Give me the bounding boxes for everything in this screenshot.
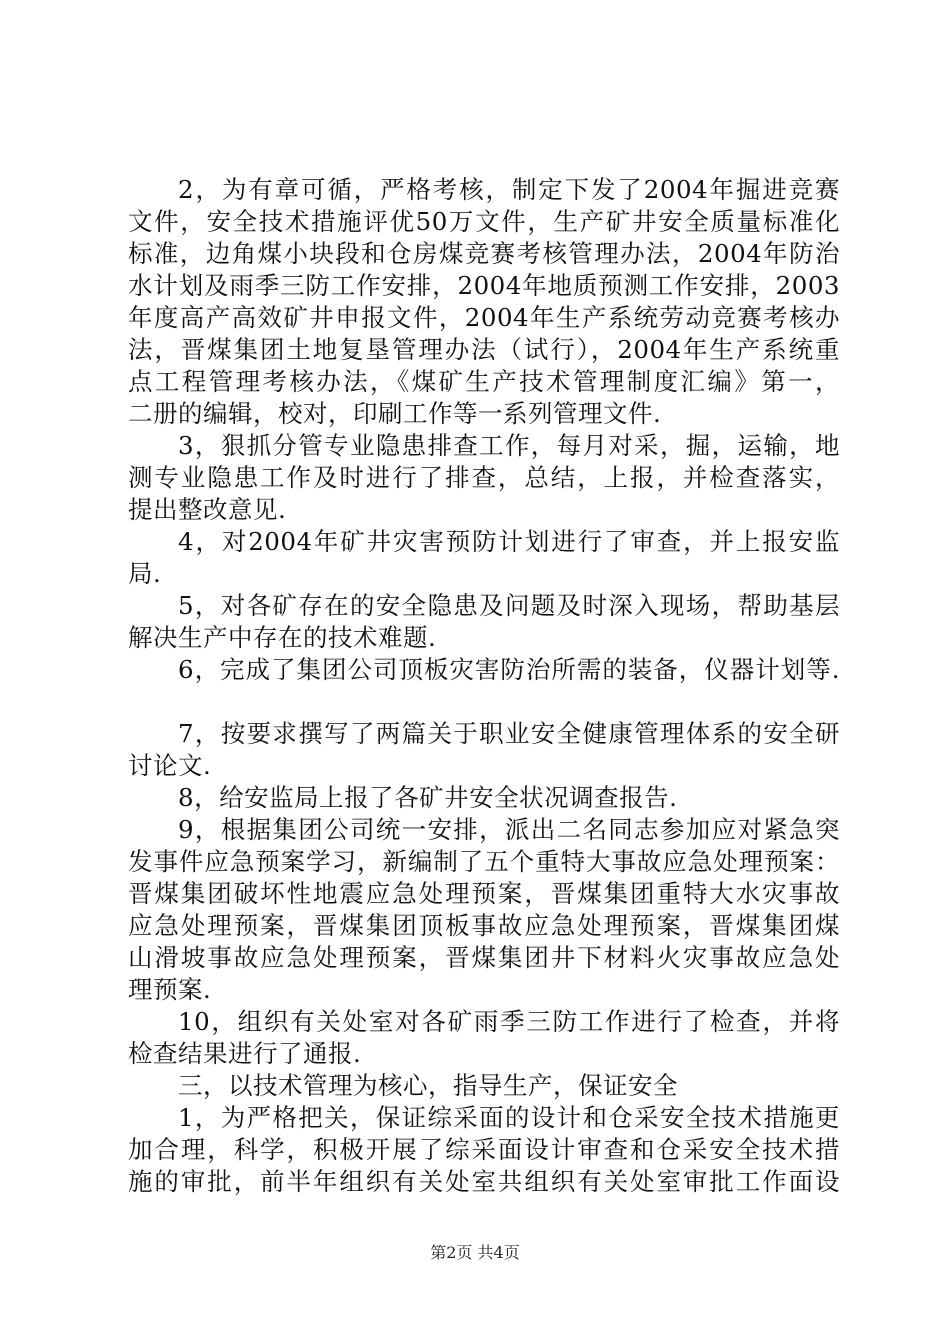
text-line: 标准，边角煤小块段和仓房煤竞赛考核管理办法，2004年防治 <box>128 239 840 268</box>
text-line: 4，对2004年矿井灾害预防计划进行了审查，并上报安监 <box>178 527 840 556</box>
page-number-label: 第2页 共4页 <box>430 1243 520 1262</box>
text-line: 晋煤集团破坏性地震应急处理预案，晋煤集团重特大水灾事故 <box>128 879 840 908</box>
text-line: 水计划及雨季三防工作安排，2004年地质预测工作安排，2003 <box>128 271 840 300</box>
paragraph-item-7 <box>128 718 840 782</box>
section-heading-text: 三，以技术管理为核心，指导生产，保证安全 <box>178 1071 678 1100</box>
paragraph-item-2 <box>128 174 840 430</box>
paragraph-item-10 <box>128 1006 840 1070</box>
text-line: 解决生产中存在的技术难题. <box>128 623 437 652</box>
text-line: 6，完成了集团公司顶板灾害防治所需的装备，仪器计划等. <box>178 655 840 684</box>
paragraph-item-5 <box>128 590 840 654</box>
text-line: 法，晋煤集团土地复垦管理办法（试行），2004年生产系统重 <box>128 335 840 364</box>
paragraph-item-4 <box>128 526 840 590</box>
text-line: 7，按要求撰写了两篇关于职业安全健康管理体系的安全研 <box>178 719 840 748</box>
text-line: 理预案. <box>128 975 212 1004</box>
paragraph-item-9 <box>128 814 840 1006</box>
text-line: 提出整改意见. <box>128 495 287 524</box>
section-heading <box>128 1070 840 1102</box>
text-line: 文件，安全技术措施评优50万文件，生产矿井安全质量标准化 <box>128 207 840 236</box>
text-line: 讨论文. <box>128 751 212 780</box>
text-line: 9，根据集团公司统一安排，派出二名同志参加应对紧急突 <box>178 815 840 844</box>
paragraph-item-3 <box>128 430 840 526</box>
text-line: 应急处理预案，晋煤集团顶板事故应急处理预案，晋煤集团煤 <box>128 911 840 940</box>
text-line: 年度高产高效矿井申报文件，2004年生产系统劳动竞赛考核办 <box>128 303 840 332</box>
page-footer <box>0 1243 950 1263</box>
text-line: 加合理，科学，积极开展了综采面设计审查和仓采安全技术措 <box>128 1135 840 1164</box>
paragraph-item-6 <box>128 654 840 686</box>
text-line: 检查结果进行了通报. <box>128 1039 362 1068</box>
paragraph-item-8 <box>128 782 840 814</box>
text-line: 发事件应急预案学习，新编制了五个重特大事故应急处理预案： <box>128 847 840 876</box>
text-line: 3，狠抓分管专业隐患排查工作，每月对采，掘，运输，地 <box>178 431 840 460</box>
paragraph-spacer <box>128 686 840 718</box>
text-line: 8，给安监局上报了各矿井安全状况调查报告. <box>178 783 678 812</box>
text-line: 测专业隐患工作及时进行了排查，总结，上报，并检查落实， <box>128 463 840 492</box>
document-body <box>128 174 840 1198</box>
paragraph-item-1 <box>128 1102 840 1198</box>
text-line: 山滑坡事故应急处理预案，晋煤集团井下材料火灾事故应急处 <box>128 943 840 972</box>
text-line: 局. <box>128 559 162 588</box>
text-line: 10，组织有关处室对各矿雨季三防工作进行了检查，并将 <box>178 1007 840 1036</box>
text-line: 二册的编辑，校对，印刷工作等一系列管理文件. <box>128 399 662 428</box>
text-line: 施的审批，前半年组织有关处室共组织有关处室审批工作面设 <box>128 1167 840 1196</box>
text-line: 1，为严格把关，保证综采面的设计和仓采安全技术措施更 <box>178 1103 840 1132</box>
text-line: 5，对各矿存在的安全隐患及问题及时深入现场，帮助基层 <box>178 591 840 620</box>
text-line: 2，为有章可循，严格考核，制定下发了2004年掘进竞赛 <box>178 175 840 204</box>
text-line: 点工程管理考核办法，《煤矿生产技术管理制度汇编》第一， <box>128 367 840 396</box>
